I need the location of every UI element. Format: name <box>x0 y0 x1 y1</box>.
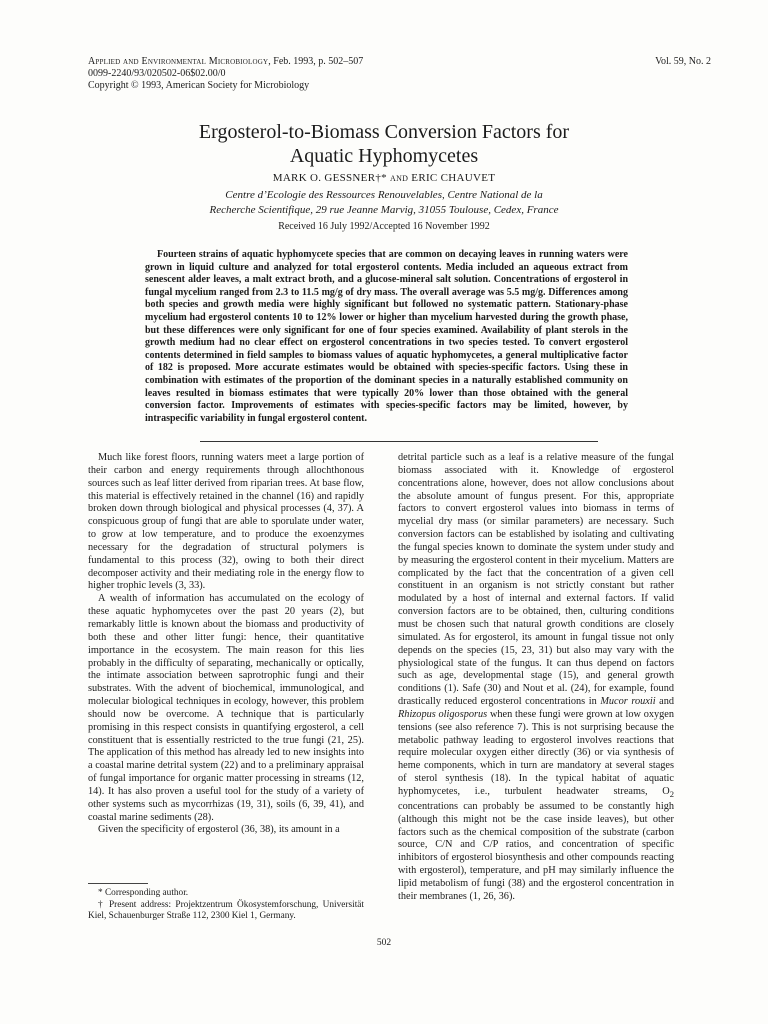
body-column-left <box>88 452 364 837</box>
paragraph: Given the specificity of ergosterol (36, 38), its amount in a <box>98 824 340 836</box>
abstract: Fourteen strains of aquatic hyphomycete species that are common on decaying leaves in running waters were grown in liquid culture and analyzed for total ergosterol contents. Media included an aqueous extract from senescent alder leaves, a malt extract broth, and a glucose-mineral salt solution. Concentrations of ergosterol in fungal mycelium ranged from 2.3 to 11.5 mg/g of dry mass. The overall average was 5.5 mg/g. Differences among both species and growth media were highly significant but followed no systematic pattern. Stationary-phase mycelium had ergosterol contents 10 to 12% lower or higher than mycelium harvested during the growth phase, but these differences were only significant for one of four species examined. Availability of plant sterols in the growth medium had no clear effect on ergosterol concentrations in two species tested. To convert ergosterol contents determined in field samples to biomass values of aquatic hyphomycetes, a general multiplicative factor of 182 is proposed. More accurate estimates would be obtained with species-specific factors. Using these in combination with estimates of the proportion of the dominant species in a naturally established community on leaves resulted in biomass estimates that were typically 20% lower than those obtained with the general conversion factor. Improvements of estimates with species-specific factors may be limited, however, by intraspecific variability in fungal ergosterol content. <box>145 249 628 424</box>
text-run: concentrations can probably be assumed to be constantly high (although this might not be the case inside leaves), but other factors such as the chemical composition of the substrate (carbon source, C/N and C/P ratios, and concentration of specific inhibitors of ergosterol biosynthesis and other compounds reacting with ergosterol), temperature, and pH may similarly influence the lipid metabolism of fungi (38) and the ergosterol concentration in their membranes (1, 26, 36). <box>398 800 674 902</box>
footnote-divider <box>88 883 148 884</box>
footnote-address: † Present address: Projektzentrum Ökosystemforschung, Universität Kiel, Schauenburger Straße 112, 2300 Kiel 1, Germany. <box>88 899 364 921</box>
author-conjunction: and <box>390 172 409 184</box>
text-run: detrital particle such as a leaf is a relative measure of the fungal biomass associated with it. Knowledge of ergosterol concentrations alone, however, does not allow conclusions about the absolute amount of fungus present. For this, appropriate factors to convert ergosterol values into biomass in terms of mycelial dry mass (or similar parameters) are necessary. Such conversion factors can be established by isolating and cultivating the fungal species known to dominate the system under study and by measuring the ergosterol content in their mycelium. Matters are complicated by the fact that the concentration of a given cell constituent in an organism is not strictly constant but rather modulated by a host of internal and external factors. If valid conversion factors are to be obtained, then, culturing conditions must be chosen such that natural growth conditions are closely simulated. As for ergosterol, its amount in fungal tissue not only depends on the species (15, 23, 31) but also may vary with the physiological state of the fungus. It can thus depend on factors such as age, developmental stage (15), and general growth conditions (1). Safe (30) and Nout et al. (24), for example, found drastically reduced ergosterol concentrations in <box>398 452 674 708</box>
species-name: Mucor rouxii <box>600 696 656 708</box>
page-number: 502 <box>376 938 392 948</box>
article-code: 0099-2240/93/020502-06$02.00/0 <box>88 68 226 79</box>
footnotes <box>88 888 364 923</box>
title-line-1: Ergosterol-to-Biomass Conversion Factors for <box>198 121 570 143</box>
abstract-divider <box>200 441 598 442</box>
affiliation-line-2: Recherche Scientifique, 29 rue Jeanne Marvig, 31055 Toulouse, Cedex, France <box>209 204 559 216</box>
affiliation-line-1: Centre d’Ecologie des Ressources Renouvelables, Centre National de la <box>225 189 543 201</box>
footnote-corresponding: * Corresponding author. <box>98 888 189 898</box>
journal-name: Applied and Environmental Microbiology <box>88 56 269 67</box>
title-line-2: Aquatic Hyphomycetes <box>289 145 479 167</box>
copyright-line: Copyright © 1993, American Society for Microbiology <box>88 80 310 91</box>
paragraph: Much like forest floors, running waters meet a large portion of their carbon and energy requirements through allochthonous sources such as leaf litter derived from riparian trees. At base flow, this material is effectively retained in the channel (16) and rapidly broken down through biological and physical processes (4, 37). A conspicuous group of fungi that are able to sporulate under water, to grow at low temperature, and to produce the exoenzymes necessary for the degradation of structural polymers is fundamental to this process (32), owing to both their direct decomposer activity and their mediating role in the energy flow to higher trophic levels (3, 33). <box>88 452 364 592</box>
received-dates: Received 16 July 1992/Accepted 16 November 1992 <box>278 221 490 232</box>
body-column-right <box>398 452 674 904</box>
author-gessner: MARK O. GESSNER†* <box>272 172 387 184</box>
author-chauvet: ERIC CHAUVET <box>411 172 496 184</box>
article-title <box>100 120 668 168</box>
paragraph <box>398 452 674 904</box>
citation-line <box>88 56 508 68</box>
author-line <box>100 171 668 185</box>
text-run: and <box>655 696 674 708</box>
text-run: when these fungi were grown at low oxygen tensions (see also reference 7). This is not surprising because the metabolic pathway leading to ergosterol involves reactions that require molecular oxygen either directly (36) or via synthesis of heme components, which in turn are mandatory at several stages of sterol synthesis (18). In the typical habitat of aquatic hyphomycetes, i.e., turbulent headwater streams, O <box>398 708 675 797</box>
species-name: Rhizopus oligosporus <box>398 708 488 720</box>
issue-info: , Feb. 1993, p. 502–507 <box>268 56 364 67</box>
subscript: 2 <box>669 788 674 799</box>
paragraph: A wealth of information has accumulated on the ecology of these aquatic hyphomycetes over the past 20 years (2), but remarkably little is known about the biomass and productivity of both these and other litter fungi: hence, their quantitative importance in the ecosystem. The main reason for this lies probably in the difficulty of separating, mechanically or optically, the intimate association between saprotrophic fungi and their substrates. With the advent of biochemical, immunological, and molecular biological techniques in ecology, however, this problem should now be overcome. A technique that is particularly promising in this respect consists in quantifying ergosterol, a cell constituent that is essentially restricted to the true fungi (21, 25). The application of this method has already led to new insights into a coastal marine detrital system (22) and to a preliminary appraisal of fungal importance for organic matter processing in streams (12, 14). It has also proven a useful tool for the study of a variety of other systems such as mycorrhizas (19, 31), soils (6, 39, 41), and coastal marine sediments (28). <box>88 593 364 823</box>
running-header <box>88 56 508 92</box>
affiliation <box>140 188 628 218</box>
volume-info: Vol. 59, No. 2 <box>655 56 711 67</box>
